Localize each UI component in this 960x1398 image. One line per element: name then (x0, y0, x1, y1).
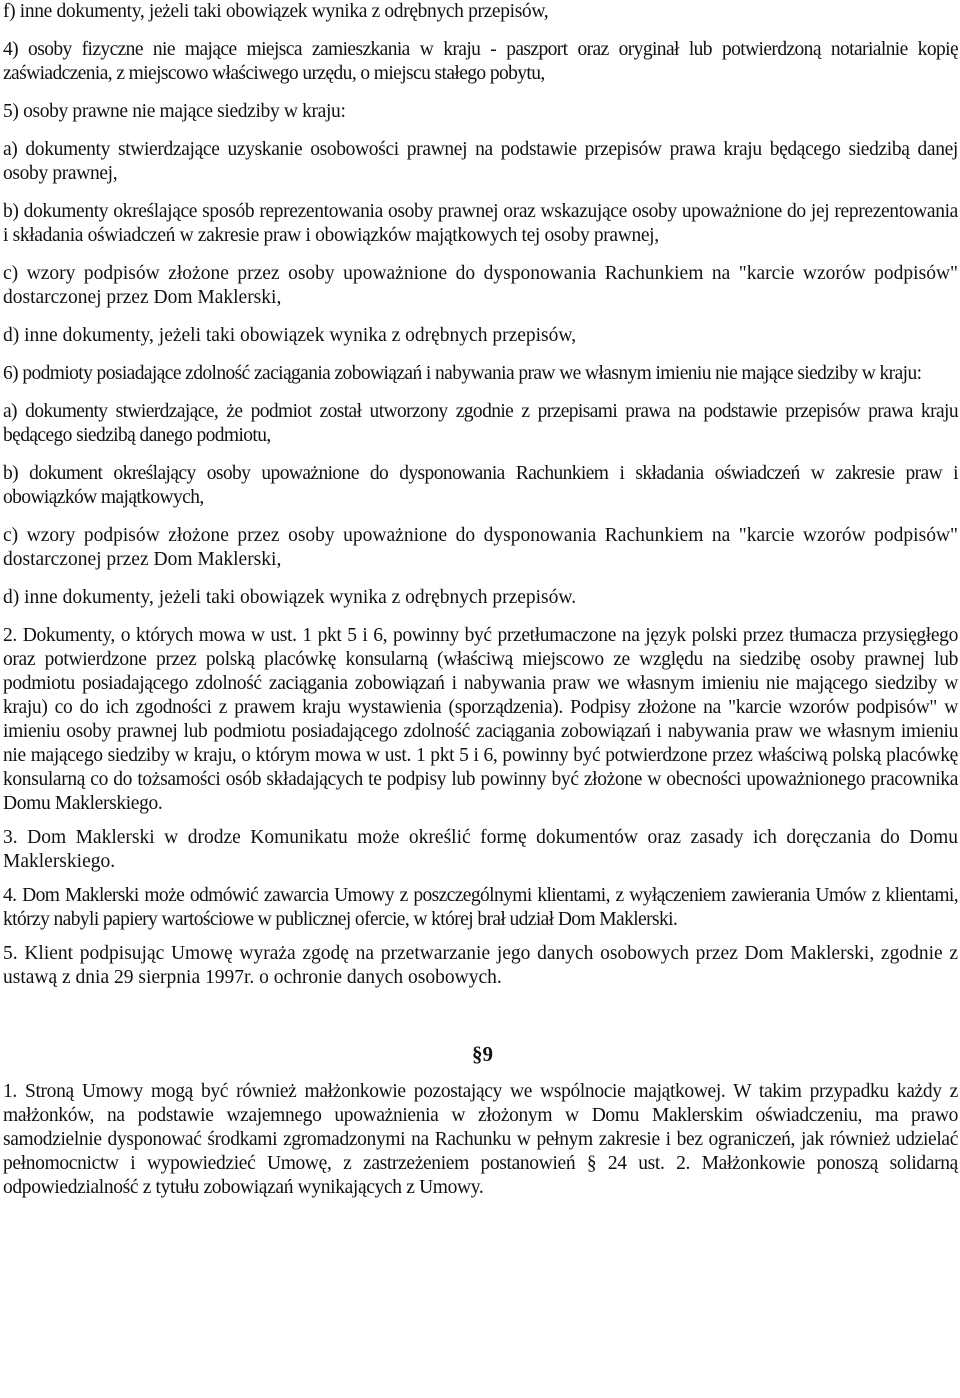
paragraph-9-1-spouses: 1. Stroną Umowy mogą być również małżonkowie pozostający we wspólnocie majątkowej. W takim przypadku każdy z małżonków, na podstawie wzajemnego upoważnienia w złożonym w Domu Maklerskim oświadczeniu, ma prawo samodzielnie dysponować środkami zgromadzonymi na Rachunku w pełnym zakresie i bez ograniczeń, jak również udzielać pełnomocnictw i wypowiedzieć Umowę, z zastrzeżeniem postanowień § 24 ust. 2. Małżonkowie ponoszą solidarną odpowiedzialność z tytułu zobowiązań wynikających z Umowy. (3, 1081, 958, 1198)
paragraph-4-refusal: 4. Dom Maklerski może odmówić zawarcia Umowy z poszczególnymi klientami, z wyłączeniem zawierania Umów z klientami, którzy nabyli papiery wartościowe w publicznej ofercie, w której brał udział Dom Maklerski. (3, 885, 958, 930)
paragraph-5d-other-documents: d) inne dokumenty, jeżeli taki obowiązek wynika z odrębnych przepisów, (3, 325, 577, 346)
paragraph-2-translation: 2. Dokumenty, o których mowa w ust. 1 pkt 5 i 6, powinny być przetłumaczone na język polski przez tłumacza przysięgłego oraz potwierdzone przez polską placówkę konsularną (właściwą miejscowo ze względu na siedzibę osoby prawnej lub podmiotu posiadającego zdolność zaciągania zobowiązań i nabywania praw we własnym imieniu nie mającego siedziby w kraju) co do ich zgodności z prawem kraju wystawienia (sporządzenia). Podpisy złożone na "karcie wzorów podpisów" w imieniu osoby prawnej lub podmiotu posiadającego zdolność zaciągania zobowiązań i nabywania praw we własnym imieniu nie mającego siedziby w kraju, o którym mowa w ust. 1 pkt 5 i 6, powinny być potwierdzone przez właściwą polską placówkę konsularną co do tożsamości osób składających te podpisy lub powinny być złożone w obecności upoważnionego pracownika Domu Maklerskiego. (3, 625, 958, 814)
paragraph-f-other-documents: f) inne dokumenty, jeżeli taki obowiązek wynika z odrębnych przepisów, (3, 1, 549, 22)
paragraph-3-communique: 3. Dom Maklerski w drodze Komunikatu może określić formę dokumentów oraz zasady ich doręczania do Domu Maklerskiego. (3, 827, 958, 872)
paragraph-5b-representation: b) dokumenty określające sposób reprezentowania osoby prawnej oraz wskazujące osoby upoważnione do jej reprezentowania i składania oświadczeń w zakresie praw i obowiązków majątkowych tej osoby prawnej, (3, 201, 958, 246)
paragraph-5-legal-persons: 5) osoby prawne nie mające siedziby w kraju: (3, 101, 346, 122)
paragraph-5-data-consent: 5. Klient podpisując Umowę wyraża zgodę na przetwarzanie jego danych osobowych przez Dom Maklerski, zgodnie z ustawą z dnia 29 sierpnia 1997r. o ochronie danych osobowych. (3, 943, 958, 988)
paragraph-4-natural-persons: 4) osoby fizyczne nie mające miejsca zamieszkania w kraju - paszport oraz oryginał lub potwierdzoną notarialnie kopię zaświadczenia, z miejscowo właściwego urzędu, o miejscu stałego pobytu, (3, 39, 958, 84)
paragraph-6c-signature-specimens: c) wzory podpisów złożone przez osoby upoważnione do dysponowania Rachunkiem na "karcie wzorów podpisów" dostarczonej przez Dom Maklerski, (3, 525, 958, 570)
paragraph-6b-authorised-persons: b) dokument określający osoby upoważnione do dysponowania Rachunkiem i składania oświadczeń w zakresie praw i obowiązków majątkowych, (3, 463, 958, 508)
paragraph-5a-legal-personality: a) dokumenty stwierdzające uzyskanie osobowości prawnej na podstawie przepisów prawa kraju będącego siedzibą danej osoby prawnej, (3, 139, 958, 184)
paragraph-5c-signature-specimens: c) wzory podpisów złożone przez osoby upoważnione do dysponowania Rachunkiem na "karcie wzorów podpisów" dostarczonej przez Dom Maklerski, (3, 263, 958, 308)
paragraph-6-entities: 6) podmioty posiadające zdolność zaciągania zobowiązań i nabywania praw we własnym imieniu nie mające siedziby w kraju: (3, 363, 922, 384)
paragraph-6d-other-documents: d) inne dokumenty, jeżeli taki obowiązek wynika z odrębnych przepisów. (3, 587, 577, 608)
section-heading: §9 (472, 1042, 493, 1066)
paragraph-6a-formation: a) dokumenty stwierdzające, że podmiot został utworzony zgodnie z przepisami prawa na podstawie przepisów prawa kraju będącego siedzibą danego podmiotu, (3, 401, 958, 446)
